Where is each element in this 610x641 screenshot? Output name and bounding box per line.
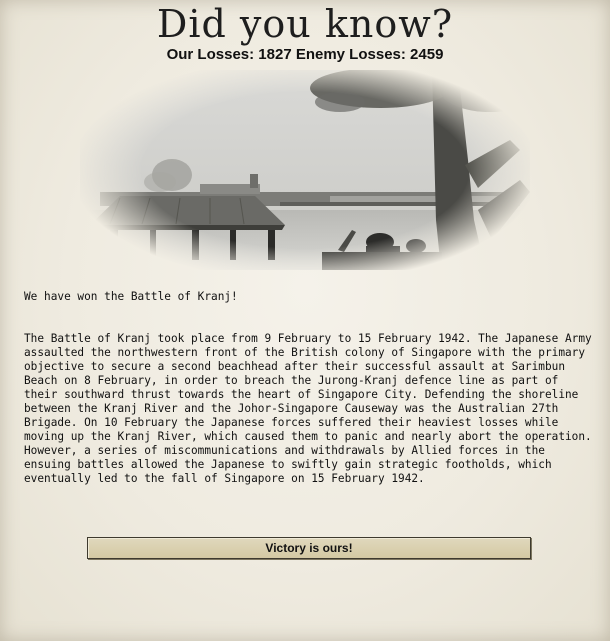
article-body: The Battle of Kranj took place from 9 February to 15 February 1942. The Japanese Army assaulted the northwestern front of the British colony of Singapore with the primary objective to secure a second beachhead after their successful assault at Sarimbun Beach on 8 February, in order to breach the Jurong-Kranj defence line as part of their southward thrust towards the heart of Singapore City. Defending the shoreline between the Kranj River and the Johor-Singapore Causeway was the Australian 27th Brigade. On 10 February the Japanese forces suffered their heaviest losses while moving up the Kranj River, which caused them to panic and nearly abort the operation. However, a series of miscommunications and withdrawals by Allied forces in the ensuing battles allowed the Japanese to swiftly gain strategic footholds, which eventually led to the fall of Singapore on 15 February 1942. (24, 332, 592, 485)
victory-button[interactable]: Victory is ours! (87, 537, 531, 559)
article-text (24, 276, 594, 500)
photo-image (80, 70, 530, 270)
article-headline: We have won the Battle of Kranj! (24, 290, 238, 303)
historical-photo (80, 70, 530, 270)
dialog-title: Did you know? (156, 2, 454, 46)
losses-summary: Our Losses: 1827 Enemy Losses: 2459 (166, 46, 444, 63)
